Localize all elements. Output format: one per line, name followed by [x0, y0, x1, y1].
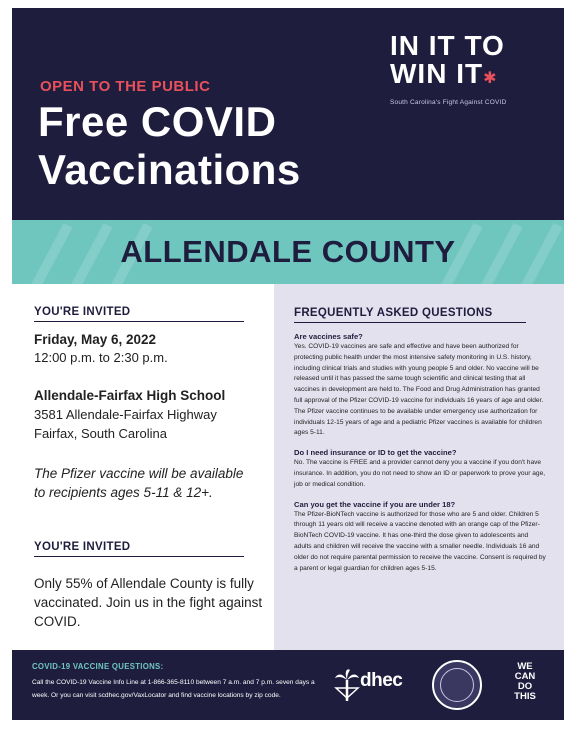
logo-line2-wrap: [390, 60, 550, 93]
we-can-do-this-logo: [496, 662, 554, 708]
faq-question: Do I need insurance or ID to get the vaccine?: [294, 448, 457, 458]
header: [12, 8, 564, 220]
county-band: [12, 220, 564, 284]
palmetto-tree-icon: [334, 668, 360, 702]
open-to-public-eyebrow: OPEN TO THE PUBLIC: [40, 78, 211, 95]
faq-section: [274, 284, 564, 650]
vaccination-rate-text: Only 55% of Allendale County is fully vaccinated. Join us in the fight against COVID.: [34, 576, 263, 629]
address-line2: Fairfax, South Carolina: [34, 426, 167, 441]
faq-answer: Yes. COVID-19 vaccines are safe and effective and have been authorized for protecting public health under the most intensive safety monitoring in U.S. history, including clinical trials and studies with young people 5 and older. No vaccine will be released until it has passed the same tough scientific and clinical testing that all vaccines in development are held to. The Food and Drug Administration has granted full approval of the Pfizer COVID-19 vaccine for individuals 16 years of age and older. The Pfizer vaccine continues to be available under emergency use authorization for individuals 12-15 years of age and a pediatric Pfizer vaccines is available for children ages 5-11.: [294, 343, 544, 437]
footer-text: Call the COVID-19 Vaccine Info Line at 1-866-365-8110 between 7 a.m. and 7 p.m. seven days a week. Or you can visit scdhec.gov/VaxLocator and find vaccine locations by zip code.: [32, 679, 315, 699]
wecan-line: WE: [517, 661, 533, 672]
faq-answer: No. The vaccine is FREE and a provider cannot deny you a vaccine if you don't have insurance. In addition, you do not need to show an ID or paperwork to prove your age, job or medical condition.: [294, 459, 546, 488]
logo-asterisk-icon: ✱: [483, 70, 498, 87]
faq-question: Are vaccines safe?: [294, 332, 363, 341]
wecan-line: DO: [517, 681, 533, 692]
faq-answer: The Pfizer-BioNTech vaccine is authorized for those who are 5 and older. Children 5 through 11 years old will receive a vaccine denoted with an orange cap of the Pfizer-BioNTech COVID-19 vaccine. It has one-third the dose given to adolescents and adults and children will receive the vaccine with a smaller needle. Individuals 16 and older do not require parental permission to receive the vaccine. Consent is required by a parent or legal guardian for children ages 5-15.: [294, 510, 546, 572]
title-line1: Free COVID: [38, 98, 277, 145]
logo-tagline: South Carolina's Fight Against COVID: [390, 99, 507, 106]
event-details: [12, 284, 274, 650]
invited-heading-2: YOU'RE INVITED: [34, 541, 244, 557]
title-line2: Vaccinations: [38, 146, 301, 193]
dhec-wordmark: dhec: [360, 670, 403, 691]
south-carolina-seal-icon: [432, 660, 482, 710]
seal-inner-ring: [440, 668, 474, 702]
dhec-logo: [334, 668, 418, 702]
pfizer-note: The Pfizer vaccine will be available to recipients ages 5-11 & 12+.: [34, 466, 244, 500]
logo-line2: WIN IT: [390, 58, 484, 89]
faq-heading: FREQUENTLY ASKED QUESTIONS: [294, 307, 526, 323]
faq-question: Can you get the vaccine if you are under 18?: [294, 499, 456, 509]
flyer: [12, 8, 564, 720]
wecan-line: CAN: [514, 671, 536, 682]
event-venue: Allendale-Fairfax High School: [34, 388, 226, 403]
event-time: 12:00 p.m. to 2:30 p.m.: [34, 350, 168, 365]
invited-heading: YOU'RE INVITED: [34, 306, 244, 322]
county-name: ALLENDALE COUNTY: [120, 234, 456, 269]
event-date: Friday, May 6, 2022: [34, 332, 157, 347]
logo-line1: IN IT TO: [390, 30, 505, 61]
in-it-to-win-it-logo: [390, 32, 550, 106]
footer: [12, 650, 564, 720]
wecan-line: THIS: [514, 691, 536, 702]
footer-heading: COVID-19 VACCINE QUESTIONS:: [32, 662, 164, 671]
address-line1: 3581 Allendale-Fairfax Highway: [34, 407, 217, 422]
